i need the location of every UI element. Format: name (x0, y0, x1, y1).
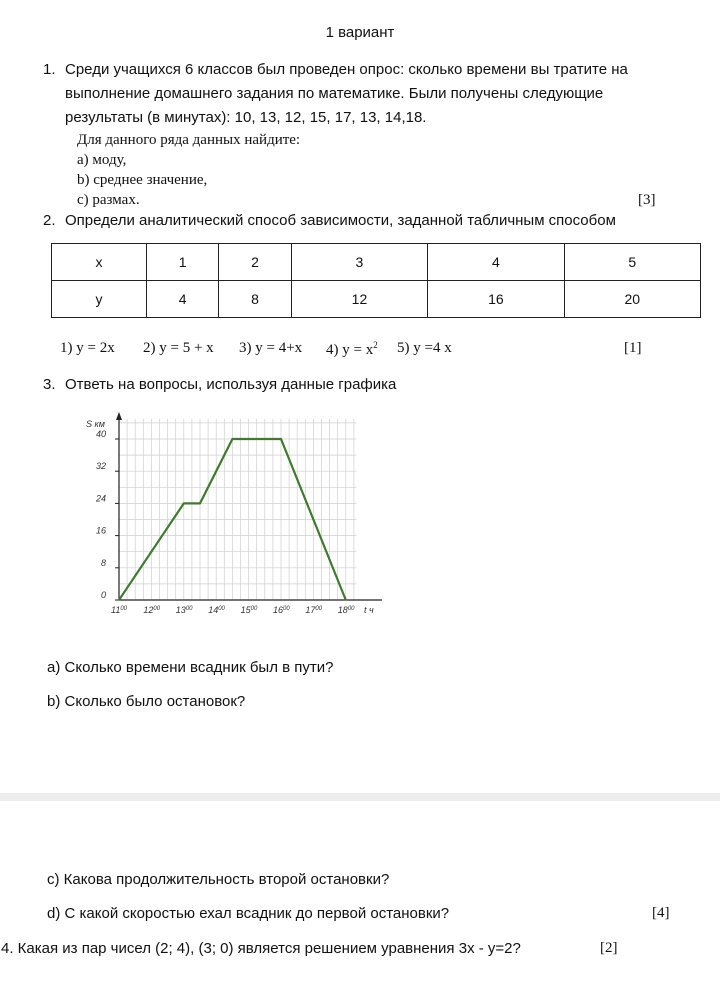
data-point (345, 599, 347, 601)
q1-line4: Для данного ряда данных найдите: (77, 132, 301, 148)
chart-ticks (95, 429, 355, 615)
table-cell: 16 (428, 281, 564, 318)
q2-option-5: 5) y =4 x (397, 340, 452, 356)
table-cell: 1 (147, 244, 219, 281)
q4-score: [2] (600, 940, 618, 956)
table-cell-x-label: x (52, 244, 147, 281)
x-tick-label: $13^{00}$ (175, 605, 193, 615)
table-cell: 8 (219, 281, 291, 318)
y-tick-label: 24 (95, 493, 106, 504)
q1-number: 1. (43, 61, 56, 78)
data-point (118, 599, 120, 601)
q4-text: 4. Какая из пар чисел (2; 4), (3; 0) является решением уравнения 3x - y=2? (1, 940, 521, 957)
q1-item-c: c) размах. (77, 192, 140, 208)
y-tick-label: 40 (95, 429, 106, 439)
data-point (280, 438, 282, 440)
y-tick-label: 16 (95, 525, 106, 536)
table-row (52, 281, 701, 318)
table-cell: 3 (291, 244, 427, 281)
q3-question-c: c) Какова продолжительность второй остановки? (47, 871, 390, 888)
q2-option-3: 3) y = 4+x (239, 340, 303, 356)
q1-item-a: a) моду, (77, 152, 127, 168)
x-tick-label: $14^{00}$ (208, 605, 225, 615)
q2-option-1: 1) y = 2x (60, 340, 115, 356)
x-tick-label: $18^{00}$ (337, 605, 355, 615)
table-cell: 4 (147, 281, 219, 318)
chart-grid (119, 419, 356, 600)
xy-table (51, 243, 701, 318)
q1-score: [3] (638, 192, 656, 208)
distance-time-chart (82, 410, 392, 615)
x-tick-label: $12^{00}$ (143, 605, 161, 615)
chart-axes (116, 412, 382, 600)
table-cell: 12 (291, 281, 427, 318)
table-row (52, 244, 701, 281)
data-point (183, 503, 185, 505)
q2-option-4-text: 4) y = x (326, 342, 374, 358)
q2-number: 2. (43, 212, 56, 229)
y-tick-label: 32 (95, 461, 106, 472)
q2-score: [1] (624, 340, 642, 356)
table-cell: 20 (564, 281, 700, 318)
q1-line1: Среди учащихся 6 классов был проведен опрос: сколько времени вы тратите на (65, 61, 628, 78)
table-cell: 5 (564, 244, 700, 281)
table-cell-y-label: y (52, 281, 147, 318)
q2-option-4-sup: 2 (373, 340, 378, 350)
y-tick-label: 8 (100, 557, 106, 568)
y-tick-label: 0 (100, 590, 106, 600)
q3-question-a: a) Сколько времени всадник был в пути? (47, 659, 334, 676)
q2-text: Определи аналитический способ зависимости, заданной табличным способом (65, 212, 616, 229)
q3-score: [4] (652, 905, 670, 921)
page-break (0, 793, 720, 801)
q1-line2: выполнение домашнего задания по математике. Были получены следующие (65, 85, 604, 102)
q2-option-4 (326, 340, 378, 359)
x-tick-label: $15^{00}$ (240, 605, 258, 615)
table-cell: 2 (219, 244, 291, 281)
y-axis-label: S км (86, 419, 105, 429)
q3-question-d: d) С какой скоростью ехал всадник до первой остановки? (47, 905, 450, 922)
x-tick-label: $17^{00}$ (305, 605, 323, 615)
y-axis-arrow (116, 412, 122, 420)
x-tick-label: $11^{00}$ (111, 605, 128, 615)
q3-text: Ответь на вопросы, используя данные графика (65, 376, 397, 393)
q1-item-b: b) среднее значение, (77, 172, 208, 188)
table-cell: 4 (428, 244, 564, 281)
x-tick-label: $16^{00}$ (273, 605, 290, 615)
data-point (199, 503, 201, 505)
q3-question-b: b) Сколько было остановок? (47, 693, 246, 710)
q3-number: 3. (43, 376, 56, 393)
page-title: 1 вариант (325, 24, 395, 41)
x-axis-label: t ч (364, 605, 374, 615)
data-point (232, 438, 234, 440)
q2-option-2: 2) y = 5 + x (143, 340, 214, 356)
q1-line3: результаты (в минутах): 10, 13, 12, 15, 17, 13, 14,18. (65, 109, 427, 126)
